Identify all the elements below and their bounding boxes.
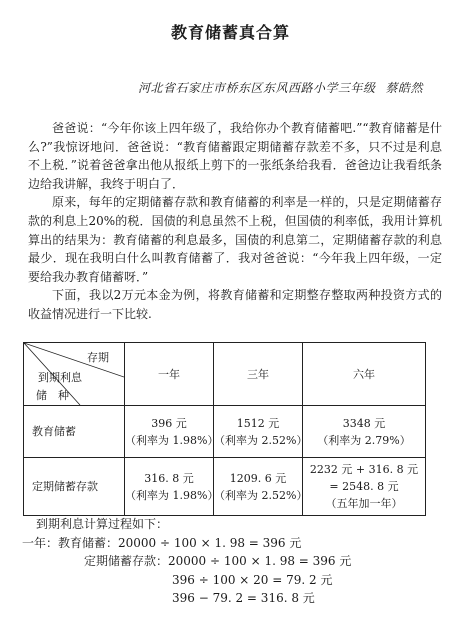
- paragraph: 原来，每年的定期储蓄存款和教育储蓄的利率是一样的，只是定期储蓄存款的利息上20%的税．国债的利息虽然不上税，但国债的利率低，我用计算机算出的结果为：教育储蓄的利息最多，国债的利息第二，定期储蓄存款的利息最少．现在我明白什么叫教育储蓄了．我对爸爸说：“今年我上四年级，一定要给我办教育储蓄呀．”: [28, 195, 442, 284]
- byline: [138, 79, 423, 96]
- row-label: 定期储蓄存款: [24, 458, 125, 516]
- calc-line: 396 ÷ 100 × 20 = 79. 2 元: [172, 572, 333, 587]
- cell-amount: 1209. 6 元: [229, 471, 287, 485]
- calculation-block: [22, 515, 352, 608]
- table-cell: [125, 406, 219, 458]
- cell-rate: （利率为 1.98%）: [125, 488, 219, 502]
- cell-amount: 3348 元: [342, 416, 386, 430]
- article-title: 教育储蓄真合算: [170, 23, 290, 42]
- table-row: [24, 458, 426, 516]
- corner-label-period: 存期: [87, 351, 109, 364]
- calc-intro: 到期利息计算过程如下：: [36, 517, 169, 531]
- article-body: [28, 119, 442, 324]
- calc-line: 396 − 79. 2 = 316. 8 元: [172, 591, 315, 606]
- calc-line: 一年：教育储蓄：20000 ÷ 100 × 1. 98 = 396 元: [22, 535, 302, 550]
- column-header: 一年: [125, 343, 214, 406]
- cell-rate: （利率为 2.52%）: [214, 433, 308, 447]
- table-cell: [125, 458, 219, 516]
- byline-school: 河北省石家庄市桥东区东风西路小学三年级: [138, 81, 376, 95]
- table-header-row: [24, 343, 426, 406]
- cell-amount-total: = 2548. 8 元: [329, 480, 399, 493]
- corner-label-interest: 到期利息: [38, 371, 82, 384]
- column-header: 三年: [214, 343, 303, 406]
- table-row: [24, 406, 426, 458]
- cell-amount: 316. 8 元: [144, 471, 194, 485]
- calc-line: 定期储蓄存款：20000 ÷ 100 × 1. 98 = 396 元: [84, 554, 352, 569]
- table-corner-cell: [24, 343, 125, 406]
- cell-note: （五年加一年）: [325, 497, 403, 510]
- cell-rate: （利率为 2.79%）: [317, 433, 411, 447]
- cell-amount: 2232 元 + 316. 8 元: [309, 463, 419, 476]
- cell-rate: （利率为 2.52%）: [214, 488, 308, 502]
- cell-rate: （利率为 1.98%）: [125, 433, 219, 447]
- comparison-table: [23, 342, 426, 516]
- paragraph: 下面，我以2万元本金为例，将教育储蓄和定期整存整取两种投资方式的收益情况进行一下比较.: [28, 288, 442, 321]
- table-cell: [303, 458, 426, 516]
- paragraph: 爸爸说：“今年你该上四年级了，我给你办个教育储蓄吧.”“教育储蓄是什么?”我惊讶地问．爸爸说：“教育储蓄跟定期储蓄存款差不多，只不过是利息不上税．”说着爸爸拿出他从报纸上剪下的一张纸条给我看．爸爸边让我看纸条边给我讲解，我终于明白了．: [28, 121, 442, 191]
- table-cell: [303, 406, 426, 458]
- byline-author: 蔡皓然: [385, 81, 424, 95]
- column-header: 六年: [303, 343, 426, 406]
- corner-label-type: 储 种: [36, 389, 69, 402]
- table-cell: [214, 406, 308, 458]
- cell-amount: 1512 元: [236, 416, 280, 430]
- cell-amount: 396 元: [151, 416, 187, 430]
- row-label: 教育储蓄: [24, 406, 125, 458]
- table-cell: [214, 458, 308, 516]
